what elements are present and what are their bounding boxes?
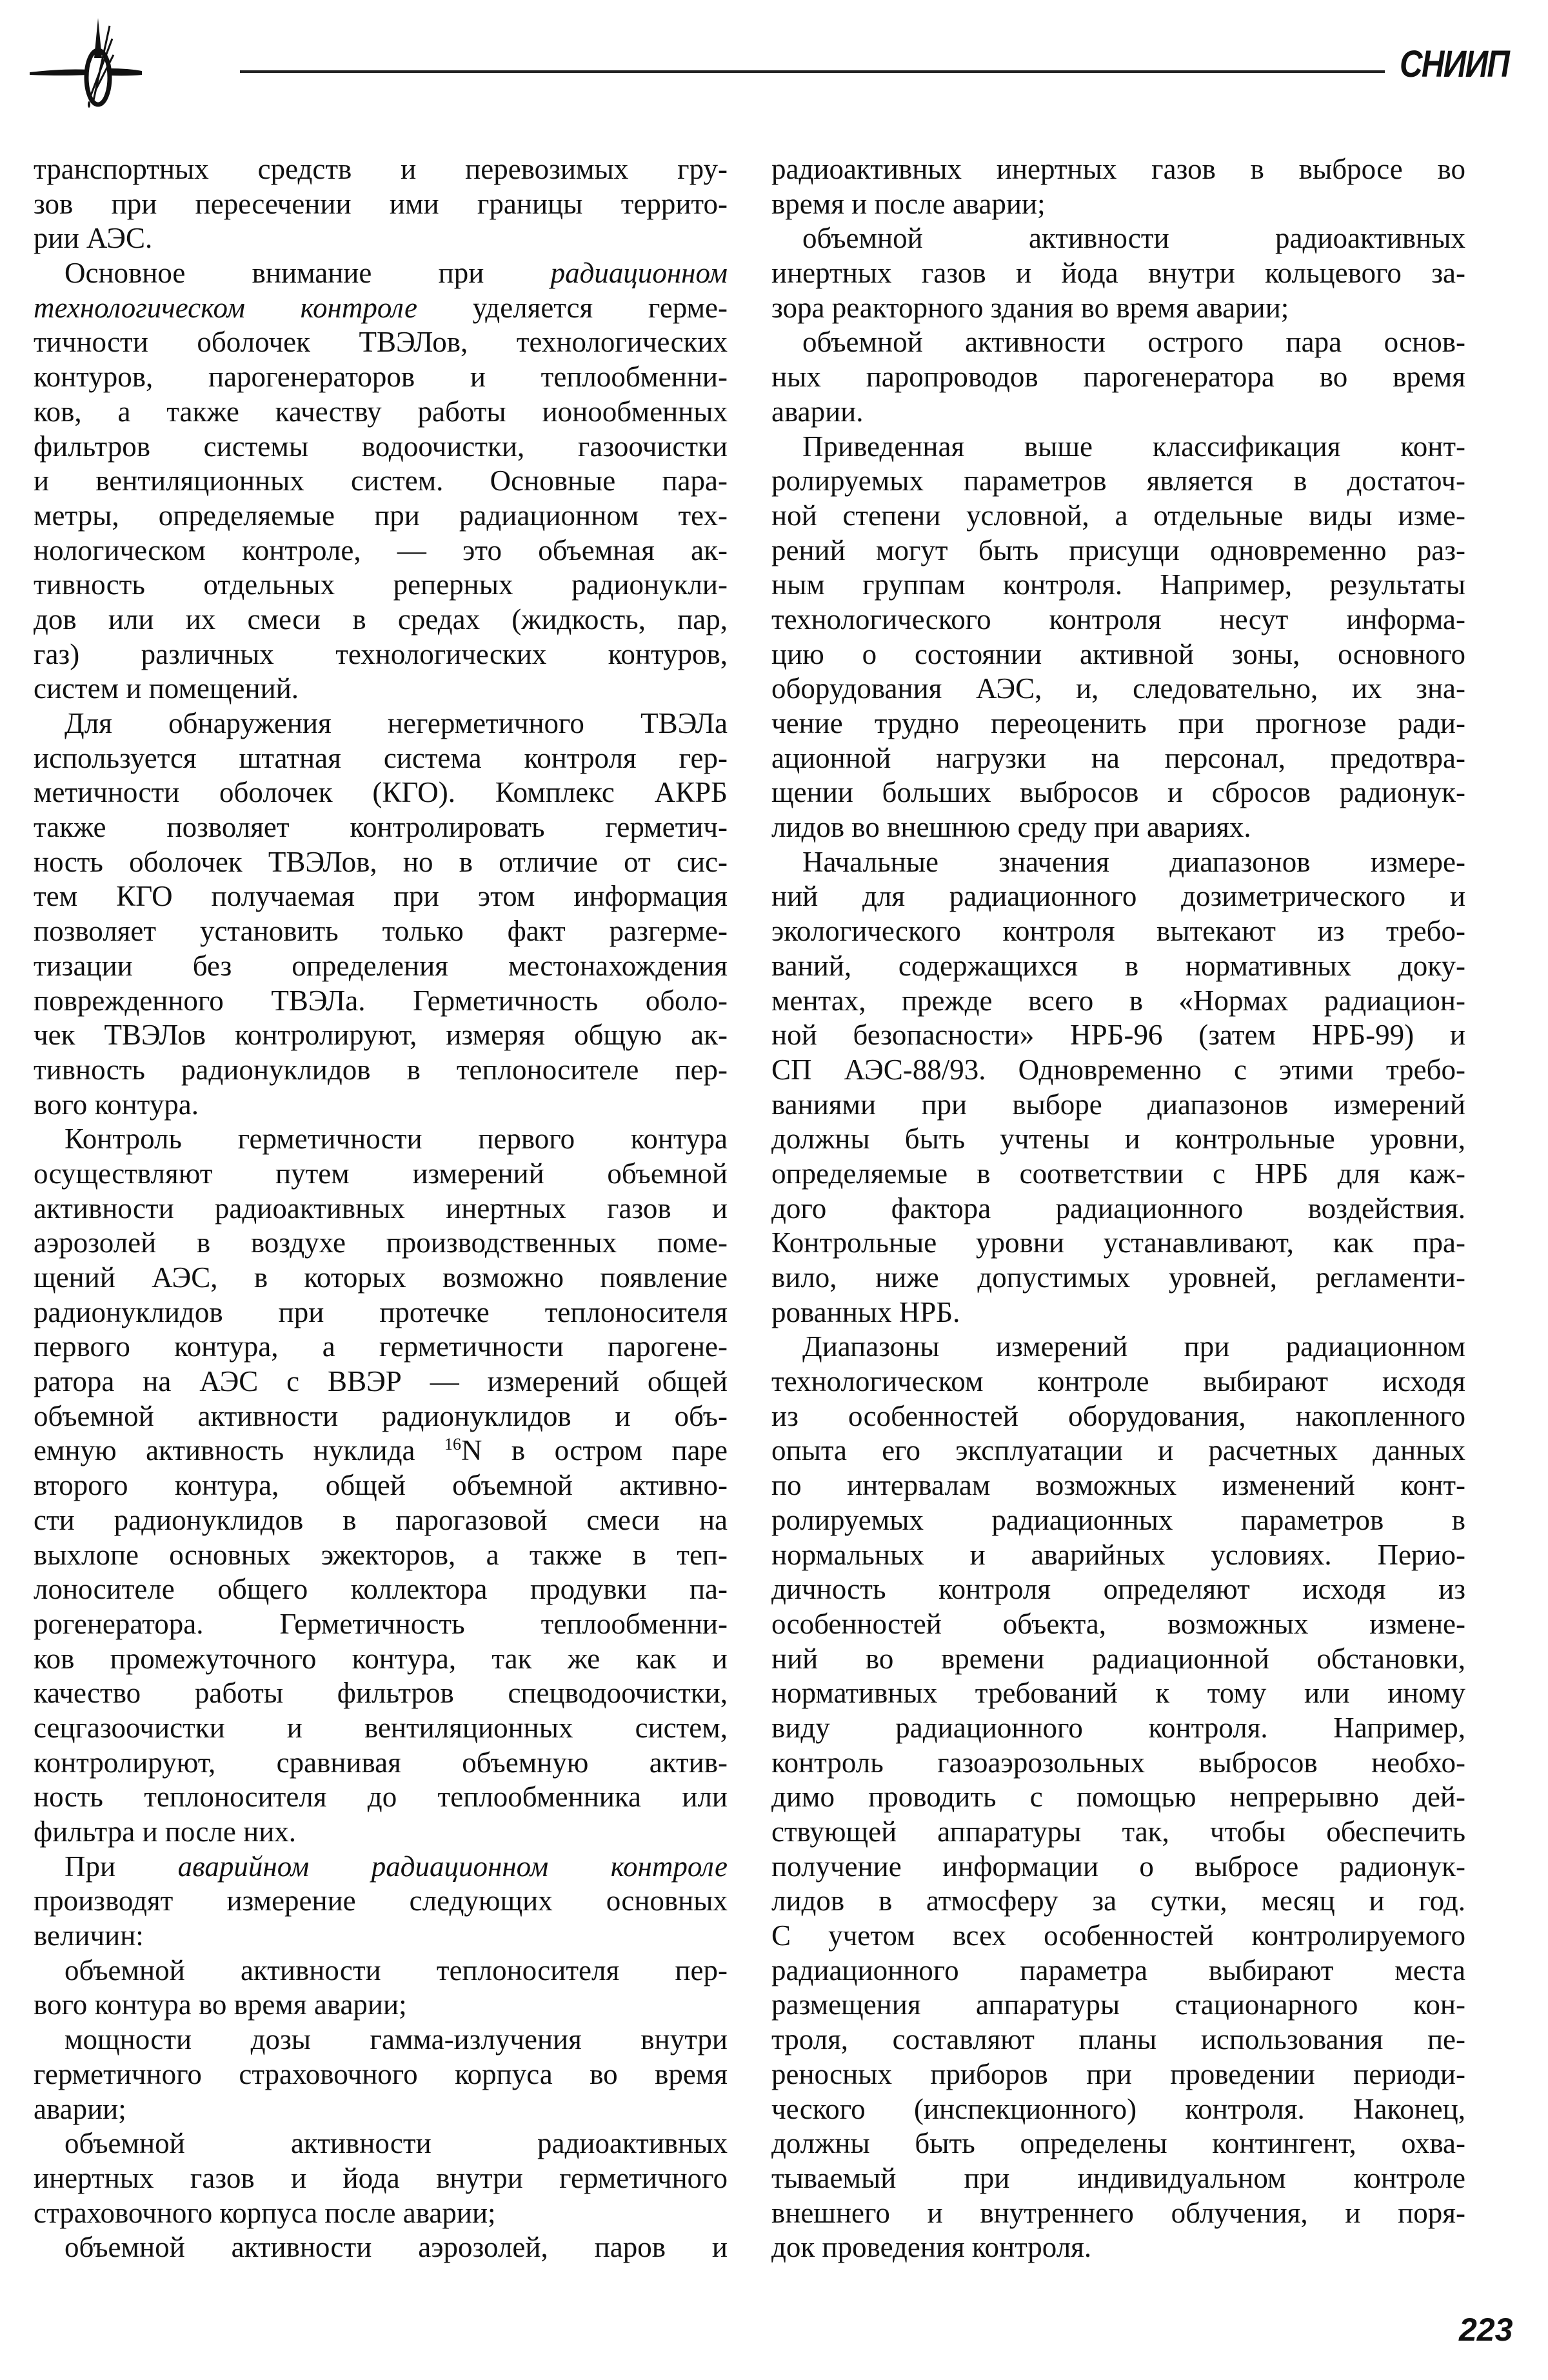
text-run: ролируемых параметров является в достаточ- [771, 465, 1465, 497]
text-run: используется штатная система контроля гер- [34, 741, 728, 774]
text-line [34, 637, 728, 672]
text-line [771, 1468, 1465, 1503]
text-run: страховочного корпуса после аварии; [34, 2196, 496, 2229]
text-line [771, 1088, 1465, 1123]
text-run: контролируют, сравнивая объемную актив- [34, 1746, 728, 1779]
text-run: ной безопасности» НРБ-96 (затем НРБ-99) и [771, 1019, 1465, 1052]
text-line [771, 1607, 1465, 1642]
paragraph [771, 430, 1465, 845]
text-run: док проведения контроля. [771, 2231, 1092, 2264]
text-run: аэрозолей в воздухе производственных поме- [34, 1226, 728, 1259]
text-run: объемной активности радионуклидов и объ- [34, 1399, 728, 1432]
text-run: виду радиационного контроля. Например, [771, 1711, 1465, 1744]
text-run: нологическом контроле, — это объемная ак- [34, 534, 728, 566]
text-line [34, 256, 728, 291]
text-run: определяемые в соответствии с НРБ для каж- [771, 1157, 1465, 1190]
paragraph [34, 706, 728, 1122]
text-line [771, 1122, 1465, 1157]
text-run: транспортных средств и перевозимых гру- [34, 153, 728, 185]
paragraph [34, 152, 728, 256]
text-line [771, 152, 1465, 187]
text-line [771, 2161, 1465, 2196]
text-run: лидов во внешнюю среду при авариях. [771, 811, 1251, 844]
text-line [34, 1434, 728, 1468]
text-line [34, 1988, 728, 2023]
text-run: сецгазоочистки и вентиляционных систем, [34, 1711, 728, 1744]
paragraph [771, 152, 1465, 221]
text-line [34, 1642, 728, 1677]
text-line [771, 1538, 1465, 1573]
text-run: поврежденного ТВЭЛа. Герметичность оболо- [34, 984, 728, 1017]
text-run: объемной активности острого пара основ- [802, 326, 1465, 359]
italic-term: радиационном [550, 257, 728, 290]
text-line [34, 2126, 728, 2161]
header-rule [240, 70, 1385, 73]
text-run: ность оболочек ТВЭЛов, но в отличие от сис- [34, 845, 728, 878]
text-line [34, 1226, 728, 1261]
text-run: объемной активности теплоносителя пер- [64, 1954, 728, 1986]
text-line [34, 879, 728, 914]
text-run: производят измерение следующих основных [34, 1885, 728, 1917]
text-line [34, 1399, 728, 1434]
text-line [34, 775, 728, 810]
text-run: тываемый при индивидуальном контроле [771, 2161, 1465, 2194]
text-run: Начальные значения диапазонов измере- [802, 845, 1465, 878]
text-line [771, 430, 1465, 465]
text-line [34, 1261, 728, 1295]
text-run: ным группам контроля. Например, результаты [771, 568, 1465, 601]
text-run: нормативных требований к тому или иному [771, 1677, 1465, 1710]
text-run: зов при пересечении ими границы террито- [34, 187, 728, 220]
text-run: ментах, прежде всего в «Нормах радиацион- [771, 984, 1465, 1017]
sniip-logo-icon [26, 13, 142, 110]
text-run: фильтров системы водоочистки, газоочистки [34, 430, 728, 463]
text-line [34, 221, 728, 256]
text-line [34, 2161, 728, 2196]
text-line [771, 1780, 1465, 1815]
text-run: аварии. [771, 395, 864, 428]
text-line [771, 1399, 1465, 1434]
text-line [34, 568, 728, 603]
text-line [34, 672, 728, 706]
page-number: 223 [1459, 2312, 1513, 2348]
text-run: метичности оболочек (КГО). Комплекс АКРБ [34, 776, 728, 809]
text-line [34, 1850, 728, 1885]
text-run: При [64, 1850, 178, 1883]
text-run: рогенератора. Герметичность теплообменни- [34, 1607, 728, 1640]
text-line [34, 499, 728, 534]
text-run: ной степени условной, а отдельные виды изме- [771, 499, 1465, 532]
text-line [34, 2196, 728, 2231]
paragraph [771, 221, 1465, 325]
text-line [34, 325, 728, 360]
text-run: рованных НРБ. [771, 1295, 960, 1328]
text-line [771, 256, 1465, 291]
text-run: емную активность нуклида [34, 1434, 444, 1467]
text-line [34, 914, 728, 949]
text-line [771, 1330, 1465, 1365]
text-line [771, 325, 1465, 360]
text-run: инертных газов и йода внутри кольцевого за- [771, 257, 1465, 290]
text-run: димо проводить с помощью непрерывно дей- [771, 1781, 1465, 1814]
text-run: ных паропроводов парогенератора во время [771, 361, 1465, 394]
text-run: должны быть учтены и контрольные уровни, [771, 1123, 1465, 1155]
text-run: щений АЭС, в которых возможно появление [34, 1261, 728, 1294]
text-run: ность теплоносителя до теплообменника или [34, 1781, 728, 1814]
text-line [34, 464, 728, 499]
text-line [771, 1018, 1465, 1053]
text-run: дичность контроля определяют исходя из [771, 1573, 1465, 1606]
text-run: фильтра и после них. [34, 1815, 297, 1848]
text-line [34, 1503, 728, 1538]
text-line [771, 914, 1465, 949]
text-run: С учетом всех особенностей контролируемого [771, 1919, 1465, 1952]
text-run: особенностей объекта, возможных измене- [771, 1607, 1465, 1640]
paragraph [34, 1954, 728, 2023]
text-line [771, 1850, 1465, 1885]
text-line [771, 534, 1465, 568]
text-run: второго контура, общей объемной активно- [34, 1469, 728, 1502]
text-line [771, 2230, 1465, 2265]
text-run: Контрольные уровни устанавливают, как пра- [771, 1226, 1465, 1259]
text-line [771, 1815, 1465, 1850]
text-line [771, 291, 1465, 326]
text-line [771, 1365, 1465, 1399]
text-line [34, 2230, 728, 2265]
text-line [771, 1919, 1465, 1954]
text-line [771, 2092, 1465, 2127]
text-line [34, 360, 728, 395]
paragraph [771, 1330, 1465, 2265]
text-line [34, 706, 728, 741]
text-run: и вентиляционных систем. Основные пара- [34, 465, 728, 497]
text-line [34, 2057, 728, 2092]
text-line [771, 221, 1465, 256]
text-run: вого контура. [34, 1088, 199, 1121]
text-run: метры, определяемые при радиационном тех- [34, 499, 728, 532]
text-line [771, 1711, 1465, 1746]
text-line [34, 845, 728, 880]
text-run: объемной активности аэрозолей, паров и [64, 2231, 728, 2264]
text-line [771, 1261, 1465, 1295]
text-line [771, 1503, 1465, 1538]
text-run: зора реакторного здания во время аварии; [771, 291, 1289, 324]
text-run: объемной активности радиоактивных [802, 222, 1465, 255]
text-run: щении больших выбросов и сбросов радионук- [771, 776, 1465, 809]
text-run: технологического контроля несут информа- [771, 603, 1465, 635]
text-run: радиоактивных инертных газов в выбросе во [771, 153, 1465, 185]
text-line [34, 1746, 728, 1781]
text-run: СП АЭС-88/93. Одновременно с этими требо- [771, 1053, 1465, 1086]
text-line [34, 741, 728, 776]
text-column-right [771, 152, 1465, 2265]
text-run: первого контура, а герметичности парогене- [34, 1330, 728, 1363]
text-run: тивность радионуклидов в теплоносителе пер- [34, 1053, 728, 1086]
text-run: троля, составляют планы использования пе- [771, 2023, 1465, 2056]
text-line [771, 1954, 1465, 1988]
text-line [771, 1295, 1465, 1330]
text-run: дов или их смеси в средах (жидкость, пар, [34, 603, 728, 635]
text-line [34, 1538, 728, 1573]
text-line [771, 1572, 1465, 1607]
text-line [771, 499, 1465, 534]
text-line [34, 1192, 728, 1226]
text-line [771, 1226, 1465, 1261]
superscript-mass-number: 16 [444, 1435, 461, 1454]
text-run: экологического контроля вытекают из требо- [771, 915, 1465, 948]
text-run: рии АЭС. [34, 222, 153, 255]
paragraph [34, 256, 728, 706]
text-run: тизации без определения местонахождения [34, 949, 728, 982]
text-line [771, 187, 1465, 222]
text-run: ролируемых радиационных параметров в [771, 1503, 1465, 1536]
text-line [771, 1053, 1465, 1088]
text-line [34, 187, 728, 222]
text-run: аварии; [34, 2092, 126, 2125]
text-column-left [34, 152, 728, 2265]
text-line [34, 810, 728, 845]
text-run: чек ТВЭЛов контролируют, измеряя общую ак- [34, 1019, 728, 1052]
text-line [771, 845, 1465, 880]
text-line [771, 1676, 1465, 1711]
text-run: активности радиоактивных инертных газов и [34, 1192, 728, 1225]
text-line [771, 879, 1465, 914]
text-run: Контроль герметичности первого контура [64, 1123, 728, 1155]
text-line [771, 2057, 1465, 2092]
text-run: вило, ниже допустимых уровней, регламенти- [771, 1261, 1465, 1294]
text-run: ствующей аппаратуры так, чтобы обеспечить [771, 1815, 1465, 1848]
text-run: вого контура во время аварии; [34, 1988, 407, 2021]
text-run: лоносителе общего коллектора продувки па- [34, 1573, 728, 1606]
text-line [34, 1330, 728, 1365]
text-line [771, 672, 1465, 706]
text-run: тичности оболочек ТВЭЛов, технологических [34, 326, 728, 359]
text-run: по интервалам возможных изменений конт- [771, 1469, 1465, 1502]
text-line [771, 360, 1465, 395]
text-run: газ) различных технологических контуров, [34, 637, 728, 670]
text-run: герметичного страховочного корпуса во время [34, 2057, 728, 2090]
text-run: нормальных и аварийных условиях. Перио- [771, 1538, 1465, 1571]
text-line [34, 1954, 728, 1988]
text-line [34, 1295, 728, 1330]
text-run: ваниями при выборе диапазонов измерений [771, 1088, 1465, 1121]
text-line [34, 1018, 728, 1053]
text-line [771, 1884, 1465, 1919]
text-line [34, 1122, 728, 1157]
text-line [34, 395, 728, 430]
text-run: размещения аппаратуры стационарного кон- [771, 1988, 1465, 2021]
text-line [34, 291, 728, 326]
text-run: объемной активности радиоактивных [64, 2127, 728, 2160]
text-line [34, 1815, 728, 1850]
text-line [34, 1780, 728, 1815]
italic-term: аварийном радиационном контроле [177, 1850, 728, 1883]
text-run: ратора на АЭС с ВВЭР — измерений общей [34, 1365, 728, 1398]
text-run: радионуклидов при протечке теплоносителя [34, 1295, 728, 1328]
text-line [34, 1468, 728, 1503]
text-line [771, 464, 1465, 499]
text-run: ний для радиационного дозиметрического и [771, 880, 1465, 913]
text-run: внешнего и внутреннего облучения, и поря- [771, 2196, 1465, 2229]
text-run: тем КГО получаемая при этом информация [34, 880, 728, 913]
text-run: уделяется герме- [417, 291, 728, 324]
text-line [34, 152, 728, 187]
text-run: получение информации о выбросе радионук- [771, 1850, 1465, 1883]
text-line [771, 1157, 1465, 1192]
text-run: Основное внимание при [64, 257, 551, 290]
text-line [34, 1711, 728, 1746]
text-line [771, 1192, 1465, 1226]
text-run: Для обнаружения негерметичного ТВЭЛа [64, 707, 728, 739]
text-line [771, 949, 1465, 984]
text-run: оборудования АЭС, и, следовательно, их зна- [771, 672, 1465, 705]
text-run: опыта его эксплуатации и расчетных данных [771, 1434, 1465, 1467]
text-run: ческого (инспекционного) контроля. Наконец, [771, 2092, 1465, 2125]
text-run: радиационного параметра выбирают места [771, 1954, 1465, 1986]
text-line [771, 1988, 1465, 2023]
text-run: Приведенная выше классификация конт- [802, 430, 1465, 463]
text-line [34, 949, 728, 984]
paragraph [771, 325, 1465, 429]
text-line [34, 1607, 728, 1642]
text-line [771, 810, 1465, 845]
text-run: сти радионуклидов в парогазовой смеси на [34, 1503, 728, 1536]
text-line [771, 603, 1465, 637]
text-line [34, 1919, 728, 1954]
italic-term: технологическом контроле [34, 291, 417, 324]
paragraph [34, 2126, 728, 2230]
text-run: контроль газоаэрозольных выбросов необхо- [771, 1746, 1465, 1779]
paragraph [34, 2023, 728, 2126]
text-run: инертных газов и йода внутри герметичного [34, 2161, 728, 2194]
text-line [771, 706, 1465, 741]
text-run: качество работы фильтров спецводоочистки, [34, 1677, 728, 1710]
text-run: время и после аварии; [771, 187, 1046, 220]
text-run: ационной нагрузки на персонал, предотвра- [771, 741, 1465, 774]
text-run: дого фактора радиационного воздействия. [771, 1192, 1465, 1225]
paragraph [34, 1850, 728, 1954]
text-run: лидов в атмосферу за сутки, месяц и год. [771, 1885, 1465, 1917]
text-line [771, 2196, 1465, 2231]
text-run: рений могут быть присущи одновременно раз- [771, 534, 1465, 566]
text-line [771, 568, 1465, 603]
text-line [34, 1053, 728, 1088]
text-line [34, 2023, 728, 2057]
paragraph [34, 1122, 728, 1849]
text-run: ков промежуточного контура, так же как и [34, 1642, 728, 1675]
text-run: контуров, парогенераторов и теплообменни- [34, 361, 728, 394]
text-run: ний во времени радиационной обстановки, [771, 1642, 1465, 1675]
header-brand: СНИИП [1400, 43, 1509, 85]
text-run: выхлопе основных эжекторов, а также в теп- [34, 1538, 728, 1571]
text-run: Диапазоны измерений при радиационном [802, 1330, 1465, 1363]
text-line [34, 1365, 728, 1399]
text-line [34, 1572, 728, 1607]
paragraph [34, 2230, 728, 2265]
text-line [771, 984, 1465, 1019]
text-line [34, 2092, 728, 2127]
paragraph [771, 845, 1465, 1330]
text-line [34, 430, 728, 465]
text-line [771, 1746, 1465, 1781]
text-line [771, 1642, 1465, 1677]
text-run: мощности дозы гамма-излучения внутри [64, 2023, 728, 2056]
text-run: из особенностей оборудования, накопленного [771, 1399, 1465, 1432]
text-line [771, 2023, 1465, 2057]
text-run: ваний, содержащихся в нормативных доку- [771, 949, 1465, 982]
text-run: ков, а также качеству работы ионообменных [34, 395, 728, 428]
text-run: технологическом контроле выбирают исходя [771, 1365, 1465, 1398]
text-run: тивность отдельных реперных радионукли- [34, 568, 728, 601]
text-line [34, 1676, 728, 1711]
text-line [771, 1434, 1465, 1468]
text-run: должны быть определены контингент, охва- [771, 2127, 1465, 2160]
text-run: величин: [34, 1919, 144, 1952]
text-line [34, 984, 728, 1019]
text-line [771, 637, 1465, 672]
text-run: также позволяет контролировать герметич- [34, 811, 728, 844]
text-line [34, 534, 728, 568]
text-line [771, 395, 1465, 430]
text-line [34, 1884, 728, 1919]
text-line [34, 603, 728, 637]
text-run: чение трудно переоценить при прогнозе ради- [771, 707, 1465, 739]
text-line [771, 741, 1465, 776]
text-run: позволяет установить только факт разгерме- [34, 915, 728, 948]
text-run: систем и помещений. [34, 672, 299, 705]
text-run: осуществляют путем измерений объемной [34, 1157, 728, 1190]
text-line [771, 2126, 1465, 2161]
text-line [34, 1157, 728, 1192]
text-line [34, 1088, 728, 1123]
text-run: цию о состоянии активной зоны, основного [771, 637, 1465, 670]
text-line [771, 775, 1465, 810]
text-run: N в остром паре [461, 1434, 728, 1467]
text-run: реносных приборов при проведении периоди- [771, 2057, 1465, 2090]
